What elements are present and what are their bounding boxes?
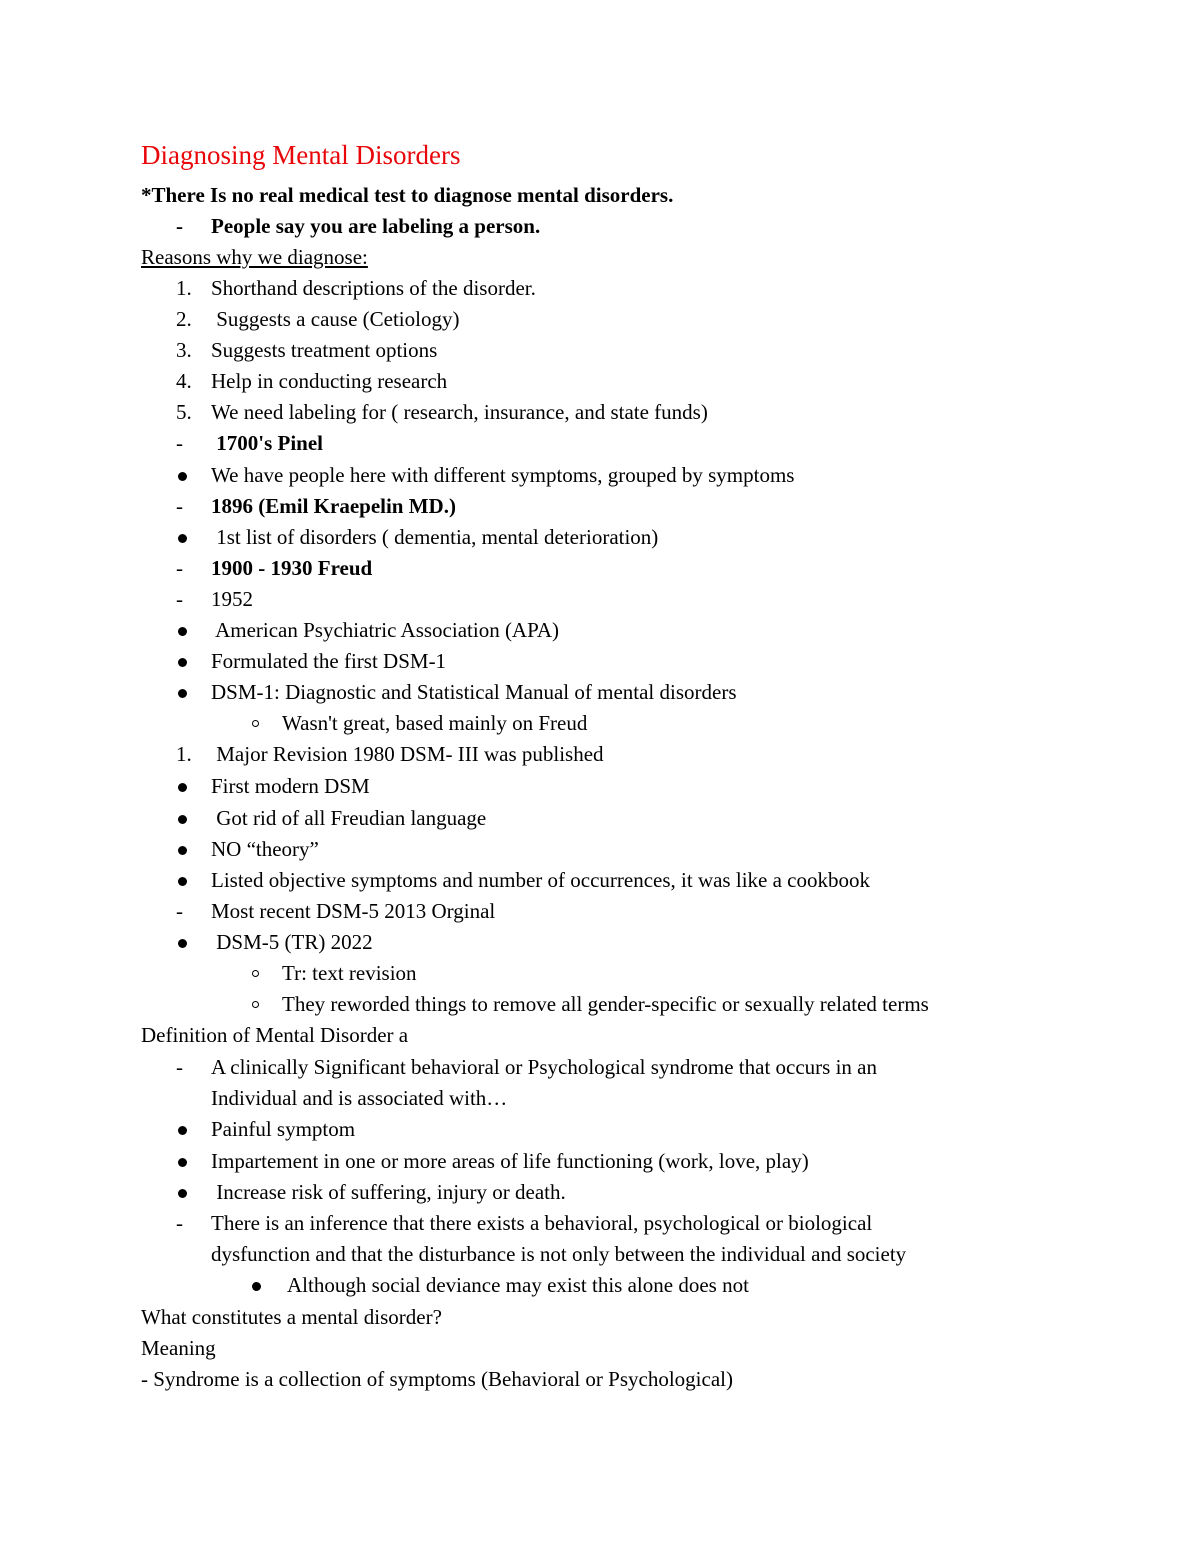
bullet-icon <box>178 1189 187 1198</box>
bullet-icon <box>178 783 187 792</box>
inference-text-continued: dysfunction and that the disturbance is not only between the individual and society <box>211 1242 907 1266</box>
list-item <box>0 428 1200 459</box>
clinical-text: A clinically Significant behavioral or Psychological syndrome that occurs in an <box>211 1055 878 1079</box>
list-item <box>0 366 1200 397</box>
dash-marker: - <box>176 1211 183 1235</box>
bullet-icon <box>178 877 187 886</box>
list-item <box>0 771 1200 802</box>
year-1952: 1952 <box>211 587 253 611</box>
tr-subnote: They reworded things to remove all gender-specific or sexually related terms <box>282 992 929 1016</box>
kraepelin-heading: 1896 (Emil Kraepelin MD.) <box>211 494 456 518</box>
dsm1-first-text: Formulated the first DSM-1 <box>211 649 447 673</box>
dash-marker: - <box>176 556 183 580</box>
reason-text: Shorthand descriptions of the disorder. <box>211 276 536 300</box>
reason-text: We need labeling for ( research, insurance, and state funds) <box>211 400 708 424</box>
list-item <box>0 739 1200 770</box>
bullet-icon <box>178 689 187 698</box>
bullet-icon <box>178 1126 187 1135</box>
list-item <box>0 1114 1200 1145</box>
dash-marker: - <box>176 214 183 238</box>
definition-heading: Definition of Mental Disorder a <box>141 1023 409 1047</box>
dsm5tr-text: DSM-5 (TR) 2022 <box>211 930 373 954</box>
list-item <box>0 584 1200 615</box>
no-theory-text: NO “theory” <box>211 837 319 861</box>
list-item <box>0 646 1200 677</box>
freud-heading: 1900 - 1930 Freud <box>211 556 373 580</box>
clinical-text-continued: Individual and is associated with… <box>211 1086 508 1110</box>
list-number: 2. <box>176 307 192 331</box>
bullet-icon <box>252 1282 261 1291</box>
list-item <box>0 958 1200 989</box>
list-item <box>0 677 1200 708</box>
list-item <box>0 803 1200 834</box>
list-item <box>0 211 1200 242</box>
syndrome-text: - Syndrome is a collection of symptoms (Behavioral or Psychological) <box>141 1367 733 1391</box>
dash-marker: - <box>176 1055 183 1079</box>
bullet-icon <box>178 846 187 855</box>
intro-statement: *There Is no real medical test to diagnose mental disorders. <box>141 183 674 207</box>
list-item <box>0 834 1200 865</box>
document-title: Diagnosing Mental Disorders <box>141 140 461 170</box>
meaning-heading: Meaning <box>141 1336 216 1360</box>
tr-subnote: Tr: text revision <box>282 961 417 985</box>
apa-text: American Psychiatric Association (APA) <box>211 618 560 642</box>
list-number: 1. <box>176 276 192 300</box>
modern-dsm-text: First modern DSM <box>211 774 370 798</box>
list-item <box>0 865 1200 896</box>
dsm1-subnote: Wasn't great, based mainly on Freud <box>282 711 588 735</box>
dsm5-text: Most recent DSM-5 2013 Orginal <box>211 899 496 923</box>
reason-text: Suggests treatment options <box>211 338 438 362</box>
list-item <box>0 927 1200 958</box>
list-item <box>0 1146 1200 1177</box>
list-item <box>0 989 1200 1020</box>
reason-text: Help in conducting research <box>211 369 448 393</box>
dsm1-definition: DSM-1: Diagnostic and Statistical Manual of mental disorders <box>211 680 737 704</box>
labeling-note: People say you are labeling a person. <box>211 214 541 238</box>
bullet-icon <box>178 658 187 667</box>
revision-text: Major Revision 1980 DSM- III was published <box>211 742 604 766</box>
deviance-text: Although social deviance may exist this alone does not <box>287 1273 749 1297</box>
list-item <box>0 335 1200 366</box>
list-item <box>0 273 1200 304</box>
bullet-icon <box>178 534 187 543</box>
reasons-heading: Reasons why we diagnose: <box>141 245 368 269</box>
list-item <box>0 896 1200 927</box>
list-item <box>0 522 1200 553</box>
list-item <box>0 615 1200 646</box>
freudian-text: Got rid of all Freudian language <box>211 806 487 830</box>
dash-marker: - <box>176 899 183 923</box>
bullet-icon <box>178 1158 187 1167</box>
hollow-bullet-icon <box>252 720 259 727</box>
list-item <box>0 553 1200 584</box>
objective-text: Listed objective symptoms and number of occurrences, it was like a cookbook <box>211 868 870 892</box>
list-item <box>0 397 1200 428</box>
reason-text: Suggests a cause (Cetiology) <box>211 307 460 331</box>
dash-marker: - <box>176 587 183 611</box>
bullet-icon <box>178 627 187 636</box>
inference-text: There is an inference that there exists a behavioral, psychological or biological <box>211 1211 873 1235</box>
bullet-icon <box>178 815 187 824</box>
list-item <box>0 491 1200 522</box>
kraepelin-note: 1st list of disorders ( dementia, mental deterioration) <box>211 525 659 549</box>
painful-text: Painful symptom <box>211 1117 356 1141</box>
dash-marker: - <box>176 494 183 518</box>
list-item <box>0 1270 1200 1301</box>
list-number: 5. <box>176 400 192 424</box>
pinel-note: We have people here with different symptoms, grouped by symptoms <box>211 463 795 487</box>
list-number: 4. <box>176 369 192 393</box>
list-item <box>0 460 1200 491</box>
list-item <box>0 1052 1200 1083</box>
list-number: 1. <box>176 742 192 766</box>
list-item <box>0 1208 1200 1239</box>
risk-text: Increase risk of suffering, injury or death. <box>211 1180 566 1204</box>
list-number: 3. <box>176 338 192 362</box>
hollow-bullet-icon <box>252 1001 259 1008</box>
pinel-heading: 1700's Pinel <box>211 431 324 455</box>
closing-question: What constitutes a mental disorder? <box>141 1305 442 1329</box>
hollow-bullet-icon <box>252 970 259 977</box>
list-item <box>0 1177 1200 1208</box>
bullet-icon <box>178 939 187 948</box>
dash-marker: - <box>176 431 183 455</box>
impairment-text: Impartement in one or more areas of life functioning (work, love, play) <box>211 1149 809 1173</box>
list-item <box>0 708 1200 739</box>
bullet-icon <box>178 472 187 481</box>
list-item <box>0 304 1200 335</box>
